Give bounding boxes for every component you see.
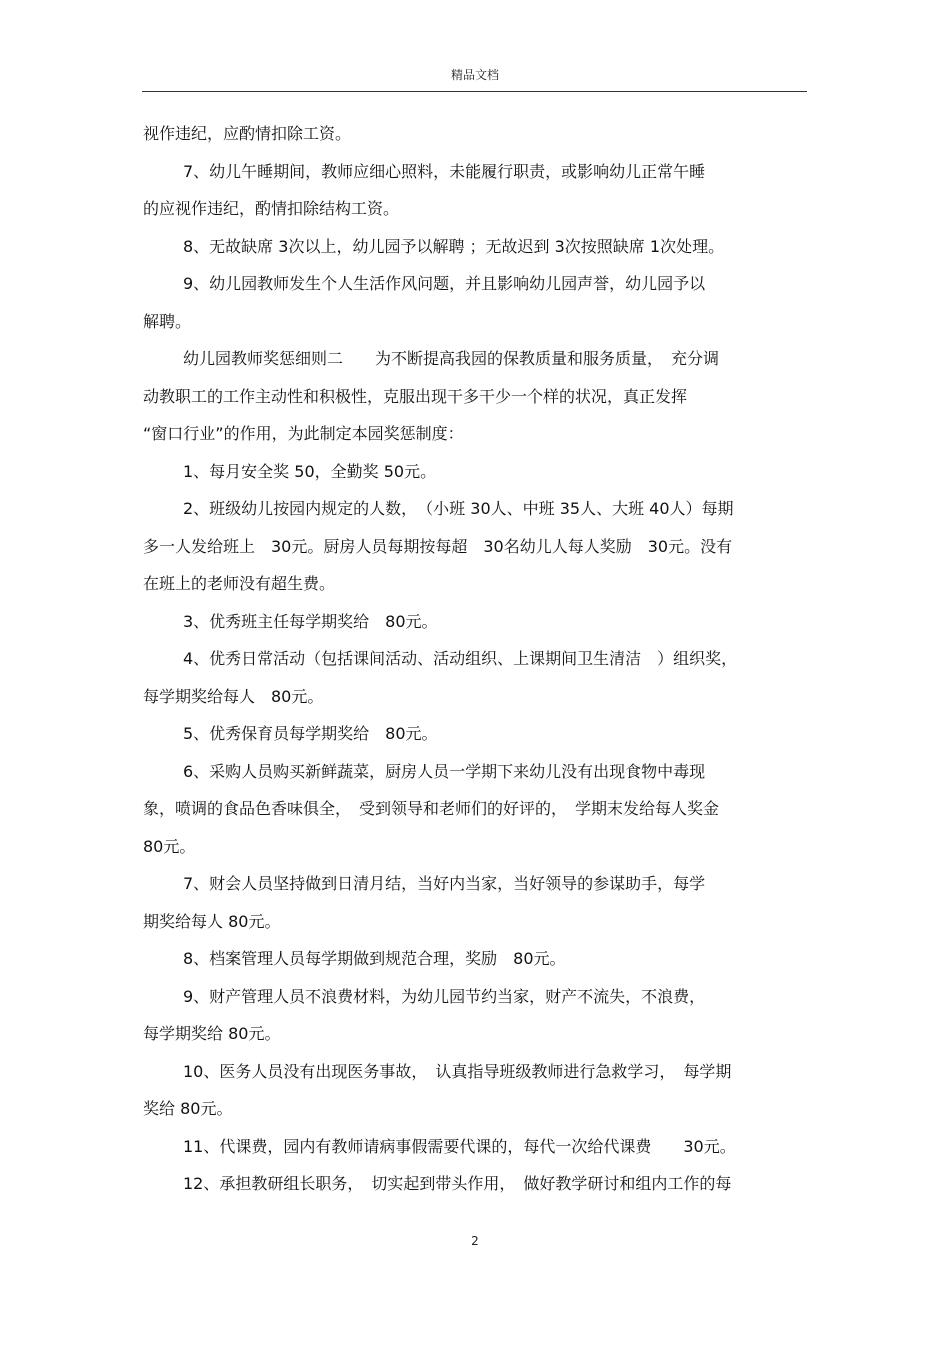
text-line: 每学期奖给每人 80元。 — [143, 686, 324, 706]
text-line: 解聘。 — [143, 311, 192, 331]
text-line: 多一人发给班上 30元。厨房人员每期按每超 30名幼儿人每人奖励 30元。没有 — [143, 536, 733, 556]
text-line: 80元。 — [143, 836, 196, 856]
page-number: 2 — [471, 1234, 479, 1248]
header-divider — [142, 91, 807, 92]
text-line: 11、代课费，园内有教师请病事假需要代课的，每代一次给代课费 30元。 — [183, 1136, 736, 1156]
text-line: “窗口行业”的作用，为此制定本园奖惩制度： — [143, 424, 464, 443]
text-line: 3、优秀班主任每学期奖给 80元。 — [183, 611, 438, 631]
text-line: 象，喷调的食品色香味俱全， 受到领导和老师们的好评的， 学期末发给每人奖金 — [143, 799, 720, 818]
text-line: 8、无故缺席 3次以上，幼儿园予以解聘 ；无故迟到 3次按照缺席 1次处理。 — [183, 236, 725, 256]
text-line: 6、采购人员购买新鲜蔬菜，厨房人员一学期下来幼儿没有出现食物中毒现 — [183, 761, 706, 781]
text-line: 的应视作违纪，酌情扣除结构工资。 — [143, 199, 400, 218]
text-line: 1、每月安全奖 50，全勤奖 50元。 — [183, 461, 437, 481]
text-line: 9、幼儿园教师发生个人生活作风问题，并且影响幼儿园声誉，幼儿园予以 — [183, 274, 706, 293]
text-line: 奖给 80元。 — [143, 1099, 233, 1118]
document-body — [143, 115, 808, 1203]
text-line: 幼儿园教师奖惩细则二 为不断提高我园的保教质量和服务质量， 充分调 — [183, 349, 720, 368]
text-line: 5、优秀保育员每学期奖给 80元。 — [183, 724, 438, 743]
page-header: 精品文档 — [450, 68, 499, 82]
text-line: 视作违纪，应酌情扣除工资。 — [143, 124, 352, 143]
text-line: 10、医务人员没有出现医务事故， 认真指导班级教师进行急救学习， 每学期 — [183, 1061, 732, 1081]
text-line: 期奖给每人 80元。 — [143, 911, 281, 931]
text-line: 7、财会人员坚持做到日清月结，当好内当家，当好领导的参谋助手，每学 — [183, 874, 706, 893]
text-line: 4、优秀日常活动（包括课间活动、活动组织、上课期间卫生清洁 ）组织奖， — [183, 649, 738, 668]
text-line: 8、档案管理人员每学期做到规范合理，奖励 80元。 — [183, 949, 566, 968]
text-line: 2、班级幼儿按园内规定的人数， （小班 30人、中班 35人、大班 40人）每期 — [183, 499, 734, 518]
text-line: 动教职工的工作主动性和积极性，克服出现干多干少一个样的状况，真正发挥 — [143, 386, 688, 406]
text-line: 12、承担教研组长职务， 切实起到带头作用， 做好教学研讨和组内工作的每 — [183, 1174, 732, 1193]
text-line: 在班上的老师没有超生费。 — [143, 574, 336, 593]
text-line: 7、幼儿午睡期间，教师应细心照料，未能履行职责，或影响幼儿正常午睡 — [183, 161, 706, 181]
text-line: 每学期奖给 80元。 — [143, 1024, 281, 1043]
text-line: 9、财产管理人员不浪费材料，为幼儿园节约当家，财产不流失，不浪费， — [183, 986, 706, 1006]
